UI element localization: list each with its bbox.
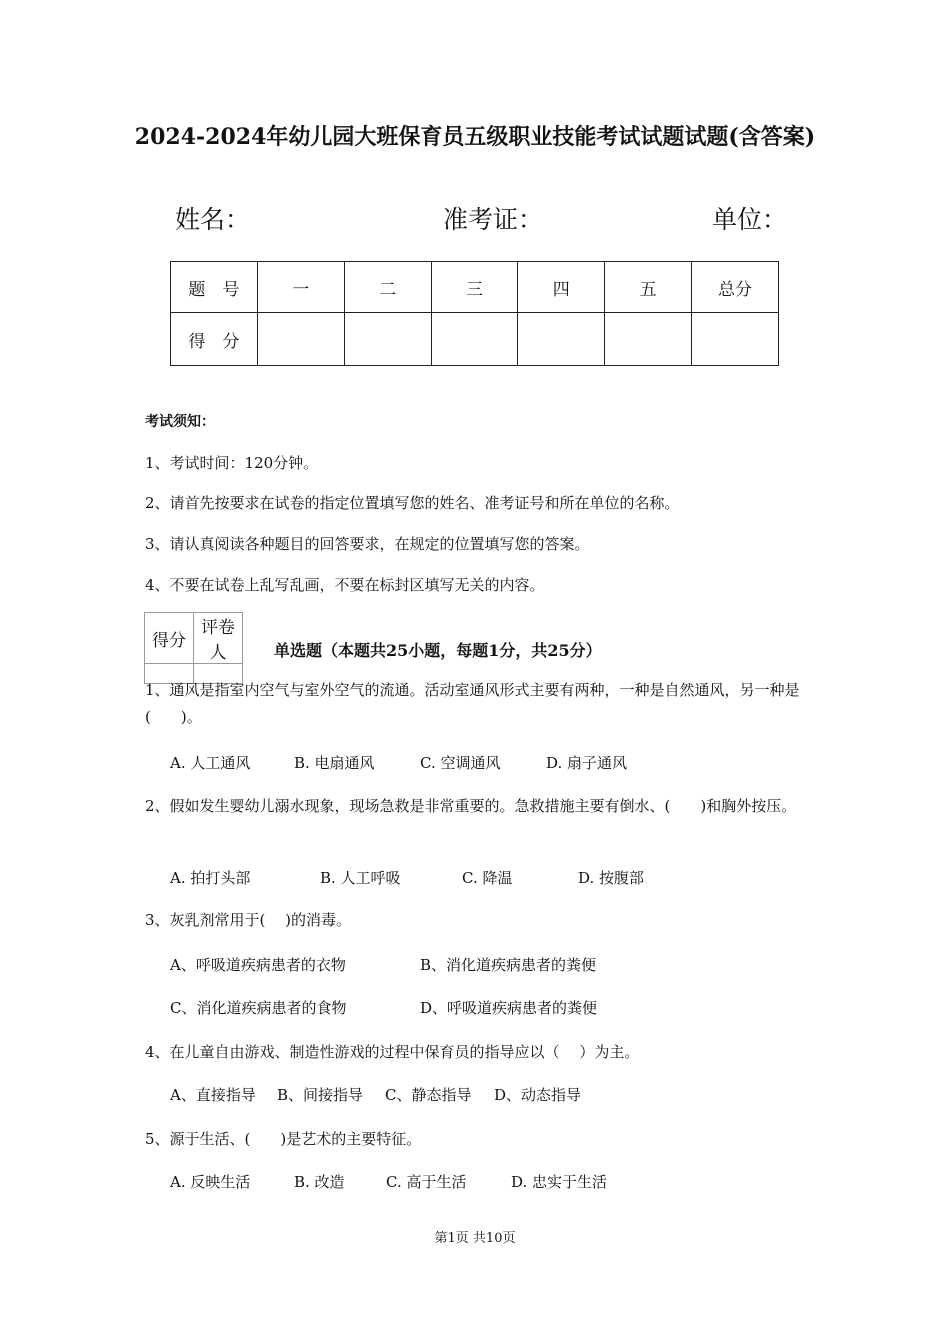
option[interactable]: B、间接指导 — [277, 1086, 364, 1104]
option[interactable]: A、呼吸道疾病患者的衣物 — [170, 956, 346, 974]
option[interactable]: D. 忠实于生活 — [511, 1173, 608, 1191]
option[interactable]: B、消化道疾病患者的粪便 — [420, 956, 597, 974]
grader-box-score-label: 得分 — [145, 613, 194, 664]
option[interactable]: C. 高于生活 — [386, 1173, 467, 1191]
score-table-header: 总分 — [692, 262, 779, 313]
notice-item: 2、请首先按要求在试卷的指定位置填写您的姓名、准考证号和所在单位的名称。 — [145, 494, 680, 512]
question-text: 2、假如发生婴幼儿溺水现象，现场急救是非常重要的。急救措施主要有倒水、( )和胸外按压。 — [145, 797, 797, 815]
notice-item: 3、请认真阅读各种题目的回答要求，在规定的位置填写您的答案。 — [145, 535, 590, 553]
exam-id-field-label: 准考证： — [443, 205, 544, 234]
score-table-header: 题 号 — [171, 262, 258, 313]
score-table-header: 三 — [431, 262, 518, 313]
notice-heading: 考试须知： — [145, 414, 215, 430]
option[interactable]: C. 空调通风 — [420, 754, 501, 772]
question-text: 4、在儿童自由游戏、制造性游戏的过程中保育员的指导应以（ ）为主。 — [145, 1043, 640, 1061]
notice-item: 1、考试时间：120分钟。 — [145, 454, 319, 472]
score-cell[interactable] — [257, 313, 344, 366]
option[interactable]: C、静态指导 — [385, 1086, 472, 1104]
grader-box-grader-label: 评卷人 — [194, 613, 243, 664]
question-text: 5、源于生活、( )是艺术的主要特征。 — [145, 1130, 422, 1148]
section-title: 单选题（本题共25小题，每题1分，共25分） — [274, 641, 602, 660]
option[interactable]: C、消化道疾病患者的食物 — [170, 999, 347, 1017]
option[interactable]: A、直接指导 — [170, 1086, 256, 1104]
option[interactable]: A. 拍打头部 — [170, 869, 251, 887]
question-text: 3、灰乳剂常用于( )的消毒。 — [145, 911, 352, 929]
page-footer: 第1页 共10页 — [434, 1231, 516, 1246]
score-cell[interactable] — [431, 313, 518, 366]
option[interactable]: D. 扇子通风 — [546, 754, 628, 772]
score-table-score-row — [171, 313, 779, 366]
score-cell[interactable] — [605, 313, 692, 366]
score-table-header: 五 — [605, 262, 692, 313]
option[interactable]: B. 人工呼吸 — [320, 869, 401, 887]
score-table-header: 二 — [344, 262, 431, 313]
option[interactable]: A. 反映生活 — [170, 1173, 251, 1191]
score-cell[interactable] — [344, 313, 431, 366]
score-table-header: 四 — [518, 262, 605, 313]
document-title: 2024-2024年幼儿园大班保育员五级职业技能考试试题试题(含答案) — [134, 124, 816, 150]
name-field-label: 姓名： — [175, 205, 251, 234]
option[interactable]: C. 降温 — [462, 869, 513, 887]
option[interactable]: D、呼吸道疾病患者的粪便 — [420, 999, 598, 1017]
unit-field-label: 单位： — [712, 205, 788, 234]
score-table-header-row — [171, 262, 779, 313]
notice-item: 4、不要在试卷上乱写乱画，不要在标封区填写无关的内容。 — [145, 576, 545, 594]
score-cell[interactable] — [692, 313, 779, 366]
option[interactable]: D、动态指导 — [494, 1086, 582, 1104]
score-table-header: 一 — [257, 262, 344, 313]
option[interactable]: A. 人工通风 — [170, 754, 251, 772]
option[interactable]: B. 电扇通风 — [294, 754, 375, 772]
grader-box — [144, 612, 243, 684]
option[interactable]: B. 改造 — [294, 1173, 345, 1191]
score-cell[interactable] — [518, 313, 605, 366]
score-row-label: 得 分 — [171, 313, 258, 366]
score-table — [170, 261, 779, 366]
question-text: 1、通风是指室内空气与室外空气的流通。活动室通风形式主要有两种，一种是自然通风，另一种是( )。 — [145, 681, 800, 726]
option[interactable]: D. 按腹部 — [578, 869, 645, 887]
